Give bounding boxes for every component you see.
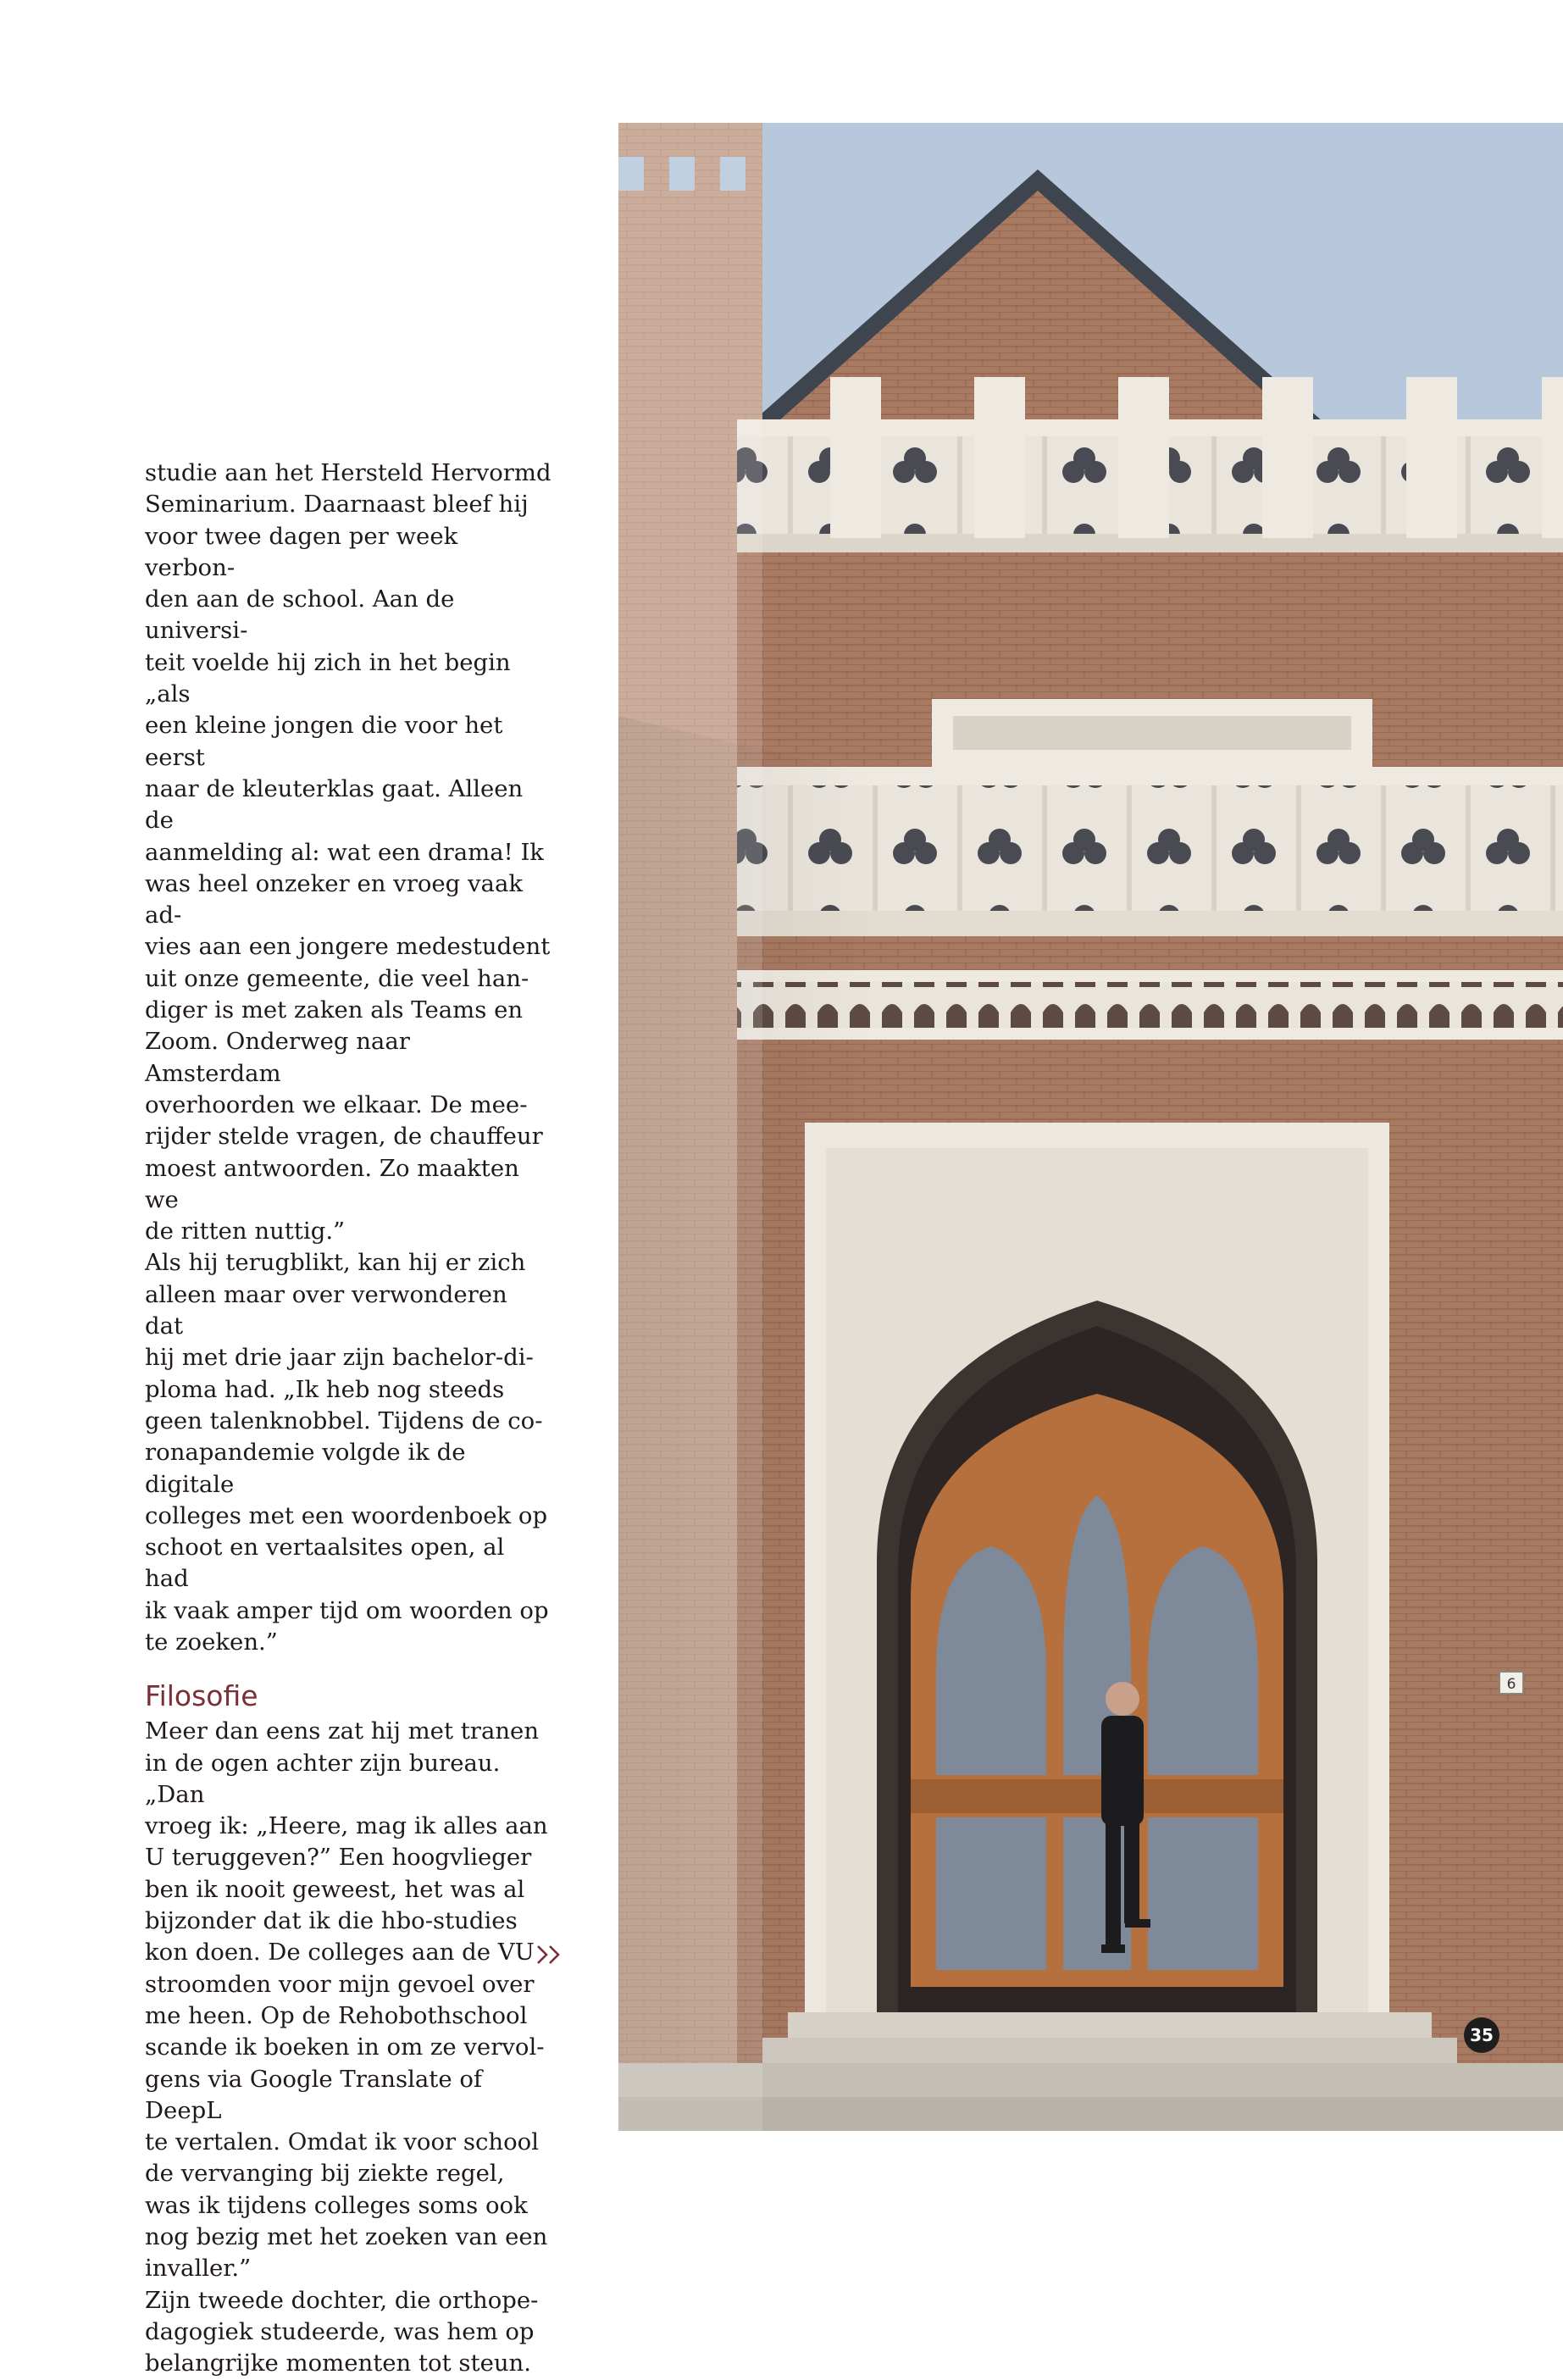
body-paragraph: Als hij terugblikt, kan hij er zich alleen maar over verwonderen dat hij met drie jaar zijn bachelor-di- ploma had. „Ik heb nog steeds geen talenknobbel. Tijdens de co- ronapandemie volgde ik de digitale colleges met een woordenboek op schoot en vertaalsites open, al had ik vaak amper tijd om woorden op te zoeken.” bbox=[145, 1249, 549, 1656]
house-number: 6 bbox=[1506, 1676, 1516, 1693]
page-number-badge: 35 bbox=[1464, 2017, 1499, 2053]
body-paragraph: studie aan het Hersteld Hervormd Seminarium. Daarnaast bleef hij voor twee dagen per week verbon- den aan de school. Aan de universi- teit voelde hij zich in het begin „als een kleine jongen die voor het eerst naar de kleuterklas gaat. Alleen de aanmelding al: wat een drama! Ik was heel onzeker en vroeg vaak ad- vies aan een jongere medestudent uit onze gemeente, die veel han- diger is met zaken als Teams en Zoom. Onderweg naar Amsterdam overhoorden we elkaar. De mee- rijder stelde vragen, de chauffeur moest antwoorden. Zo maakten we de ritten nuttig.” bbox=[145, 459, 551, 1245]
double-chevron-right-icon bbox=[535, 1944, 564, 1966]
section-heading: Filosofie bbox=[145, 1679, 258, 1713]
body-paragraph: Meer dan eens zat hij met tranen in de ogen achter zijn bureau. „Dan vroeg ik: „Heere, mag ik alles aan U teruggeven?” Een hoogvlieger ben ik nooit geweest, het was al bijzonder dat ik die hbo-studies kon doen. De colleges aan de VU stroomden voor mijn gevoel over me heen. Op de Rehobothschool scande ik boeken in om ze vervol- gens via Google Translate of DeepL te vertalen. Omdat ik voor school de vervanging bij ziekte regel, was ik tijdens colleges soms ook nog bezig met het zoeken van een invaller.” bbox=[145, 1717, 548, 2283]
body-paragraph: Zijn tweede dochter, die orthope- dagogiek studeerde, was hem op belangrijke momenten tot steun. bbox=[145, 2286, 539, 2377]
building-photo bbox=[618, 123, 1563, 2131]
article-column bbox=[145, 458, 551, 2380]
